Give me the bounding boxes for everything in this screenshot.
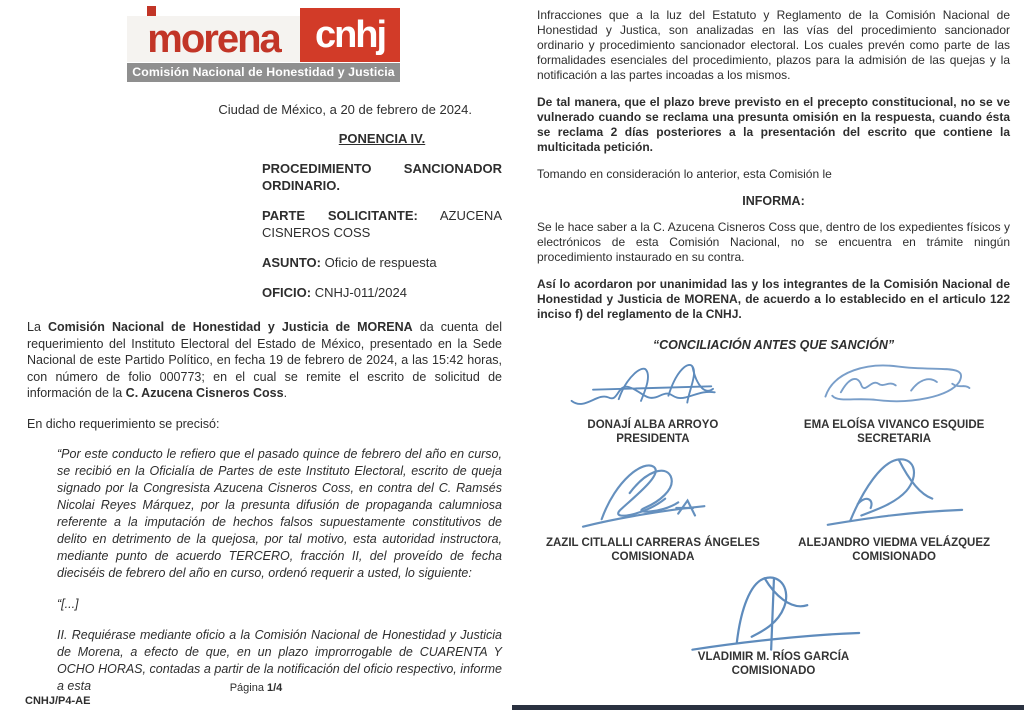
logo-row: [127, 8, 400, 62]
informa-heading: INFORMA:: [742, 194, 805, 208]
signature-row-2: [537, 452, 1010, 564]
parte-value: AZUCENA CISNEROS COSS: [262, 208, 502, 240]
signature-vladimir: [668, 570, 878, 658]
signatory-role: PRESIDENTA: [616, 433, 690, 445]
paragraph-requerimiento: En dicho requerimiento se precisó:: [27, 416, 220, 431]
signatory-name: DONAJÍ ALBA ARROYO: [587, 419, 719, 431]
quote-ellipsis: “[...]: [57, 597, 79, 611]
paragraph-asi-lo-acordaron: Así lo acordaron por unanimidad las y los integrantes de la Comisión Nacional de Honestidad y Justicia de MORENA, de acuerdo a lo establecido en el articulo 122 inciso f) del reglamento de la CNHJ.: [537, 277, 1010, 321]
logo-cnhj-text: cnhj: [314, 14, 386, 56]
signature-zazil: [558, 452, 748, 536]
signatory-comisionada: [537, 452, 769, 564]
signature-alejandro: [799, 452, 989, 536]
asunto-line: [262, 254, 502, 271]
motto-line: “CONCILIACIÓN ANTES QUE SANCIÓN”: [652, 338, 895, 352]
signature-donaji: [553, 358, 753, 418]
page-2: [512, 0, 1024, 710]
page-word: Página: [229, 682, 267, 694]
bold-person-name: C. Azucena Cisneros Coss: [125, 386, 284, 400]
quote-block-1: “Por este conducto le refiero que el pasado quince de febrero del año en curso, se recibió en la Oficialía de Partes de este Instituto Electoral, escrito de queja signado por la Congresista Azucena Cisneros Coss, en contra del C. Ramsés Nicolai Reyes Márquez, por la presunta difusión de propaganda calumniosa referente a la imputación de hechos falsos supuestamente constitutivos de delito en detrimento de la quejosa, por tal motivo, esta autoridad instructora, mediante punto de acuerdo TERCERO, fracción II, del proveído de fecha dieciséis de febrero del año en curso, ordenó requerir a usted, lo siguiente:: [57, 447, 502, 580]
doc-code: CNHJ/P4-AE: [25, 695, 91, 707]
logo-morena-box: [127, 16, 300, 62]
paragraph-text: da cuenta del requerimiento del Instituto Electoral del Estado de México, presentado en la Sede Nacional de este Partido Político, en fecha 19 de febrero de 2024, a las 15:42 horas, con número de folio 000773; en el cual se remite el escrito de solicitud de información de la: [27, 320, 502, 400]
signatory-secretaria: [778, 358, 1010, 446]
page-num: 1/4: [267, 682, 283, 694]
signatory-role: SECRETARIA: [857, 433, 932, 445]
oficio-value: CNHJ-011/2024: [311, 285, 407, 300]
signature-row-1: [537, 358, 1010, 446]
signatory-role: COMISIONADO: [852, 551, 936, 563]
bold-commission-name: Comisión Nacional de Honestidad y Justicia de MORENA: [47, 320, 413, 334]
signatory-name: VLADIMIR M. RÍOS GARCÍA: [697, 651, 850, 663]
oficio-label: OFICIO:: [262, 285, 312, 300]
parte-label: PARTE SOLICITANTE:: [262, 208, 418, 223]
paragraph-text: La: [27, 320, 48, 334]
dateline: Ciudad de México, a 20 de febrero de 2024.: [218, 102, 472, 117]
quote-block-2: II. Requiérase mediante oficio a la Comisión Nacional de Honestidad y Justicia de Morena, a efecto de que, en un plazo improrrogable de CUARENTA Y OCHO HORAS, contadas a partir de la notificación del oficio respectivo, informe a esta: [57, 628, 502, 693]
signatory-comisionado-1: [778, 452, 1010, 564]
signatory-presidenta: [537, 358, 769, 446]
signatory-role: COMISIONADO: [731, 665, 816, 677]
signature-row-3: [537, 570, 1010, 678]
paragraph-plazo-breve: De tal manera, que el plazo breve previsto en el precepto constitucional, no se ve vulnerado cuando se reclama una presunta omisión en la respuesta, cuando ésta se reclama 2 días posteriores a la presentación del escrito que contiene la multicitada petición.: [537, 95, 1010, 154]
asunto-label: ASUNTO:: [262, 255, 321, 270]
logo-banner: Comisión Nacional de Honestidad y Justicia: [127, 63, 400, 82]
logo-morena-text: morena: [147, 17, 280, 61]
signatory-role: COMISIONADA: [611, 551, 695, 563]
paragraph-infracciones: Infracciones que a la luz del Estatuto y Reglamento de la Comisión Nacional de Honestidad y Justica, son analizadas en las vías del procedimiento sancionador ordinario y procedimiento sancionador electoral. Los cuales prevén como parte de las formalidades esenciales del procedimiento, plazos para la admisión de las quejas y la notificación a las partes incoadas a los mismos.: [537, 8, 1010, 82]
logo-cnhj-box: [300, 8, 400, 62]
morena-cnhj-logo: [127, 8, 400, 82]
signature-ema: [794, 358, 994, 418]
signatory-name: ZAZIL CITLALLI CARRERAS ÁNGELES: [545, 537, 760, 549]
scan-edge-bar: [512, 705, 1024, 710]
paragraph-tomando: Tomando en consideración lo anterior, esta Comisión le: [537, 167, 832, 181]
procedimiento-text: PROCEDIMIENTO SANCIONADOR ORDINARIO.: [262, 161, 502, 193]
ponencia-heading: PONENCIA IV.: [338, 131, 426, 146]
logo-red-square: [147, 6, 156, 16]
procedimiento-line: [262, 160, 502, 194]
signatory-comisionado-2: [632, 570, 916, 678]
paragraph-text: .: [283, 386, 288, 400]
oficio-line: [262, 284, 502, 301]
page-number: [0, 682, 512, 694]
asunto-value: Oficio de respuesta: [320, 255, 437, 270]
paragraph-cuenta: [27, 319, 502, 402]
header-block: [262, 131, 502, 301]
signatory-name: EMA ELOÍSA VIVANCO ESQUIDE: [803, 419, 985, 431]
paragraph-se-hace-saber: Se le hace saber a la C. Azucena Cisneros Coss que, dentro de los expedientes físicos y electrónicos de esta Comisión Nacional, no se encuentra en trámite ningún procedimiento instaurado en su contra.: [537, 220, 1010, 264]
parte-solicitante-line: [262, 207, 502, 241]
signatory-name: ALEJANDRO VIEDMA VELÁZQUEZ: [798, 537, 991, 549]
